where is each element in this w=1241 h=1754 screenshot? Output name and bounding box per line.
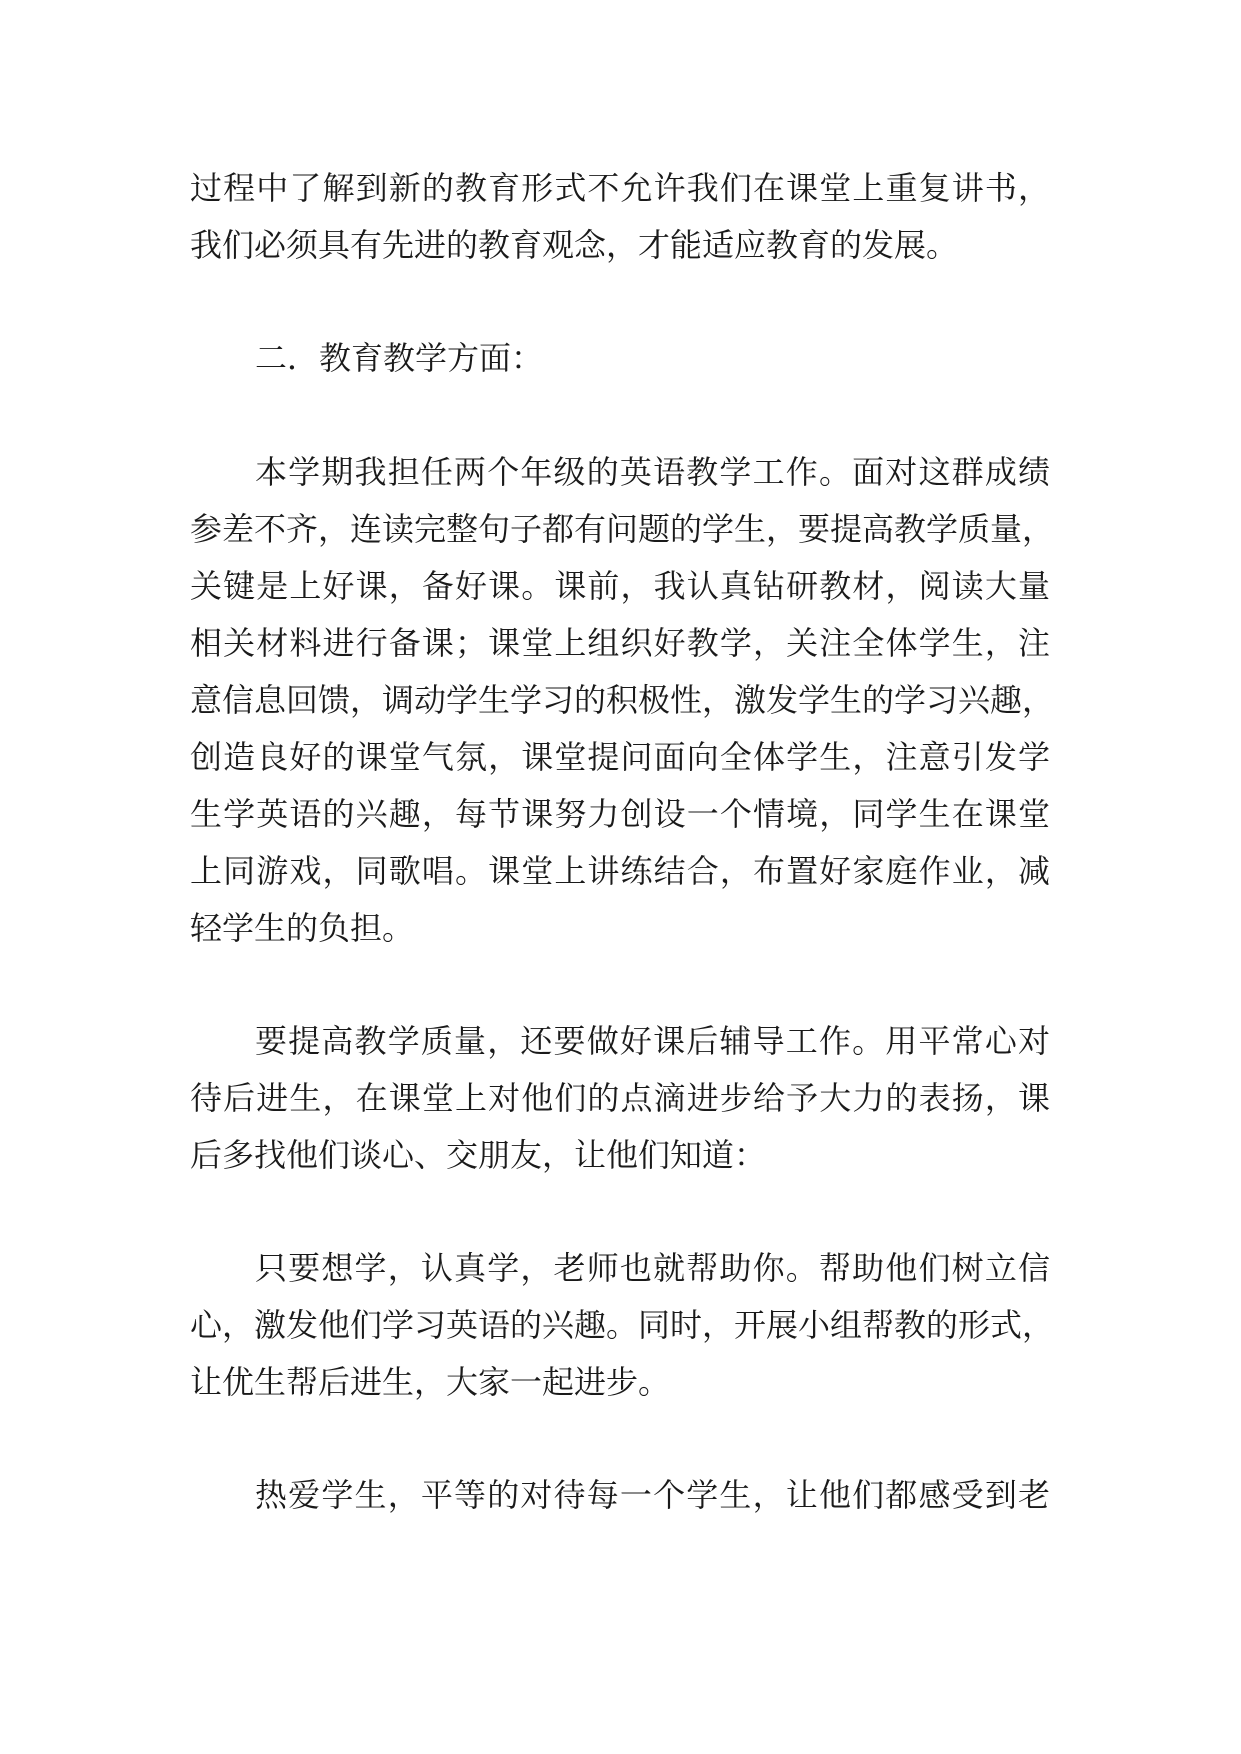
- p3-line-1: 要提高教学质量，还要做好课后辅导工作。用平常心对: [255, 1022, 1050, 1060]
- p4-line-2: 心，激发他们学习英语的兴趣。同时，开展小组帮教的形式，: [190, 1306, 1055, 1344]
- p4-line-3: 让优生帮后进生，大家一起进步。: [190, 1363, 671, 1401]
- p2-line-5: 意信息回馈，调动学生学习的积极性，激发学生的学习兴趣，: [190, 681, 1055, 719]
- p2-line-1: 本学期我担任两个年级的英语教学工作。面对这群成绩: [255, 453, 1050, 491]
- p3-line-2: 待后进生，在课堂上对他们的点滴进步给予大力的表扬，课: [190, 1079, 1050, 1117]
- p2-line-4: 相关材料进行备课；课堂上组织好教学，关注全体学生，注: [190, 624, 1050, 662]
- p2-line-7: 生学英语的兴趣，每节课努力创设一个情境，同学生在课堂: [190, 795, 1050, 833]
- p2-line-3: 关键是上好课，备好课。课前，我认真钻研教材，阅读大量: [190, 567, 1050, 605]
- p5-line-1: 热爱学生，平等的对待每一个学生，让他们都感受到老: [255, 1476, 1050, 1514]
- section-heading: 二．教育教学方面：: [255, 339, 544, 377]
- p2-line-8: 上同游戏，同歌唱。课堂上讲练结合，布置好家庭作业，减: [190, 852, 1050, 890]
- p1-line-2: 我们必须具有先进的教育观念，才能适应教育的发展。: [190, 226, 959, 264]
- p2-line-6: 创造良好的课堂气氛，课堂提问面向全体学生，注意引发学: [190, 738, 1050, 776]
- p4-line-1: 只要想学，认真学，老师也就帮助你。帮助他们树立信: [255, 1249, 1050, 1287]
- p2-line-9: 轻学生的负担。: [190, 909, 415, 947]
- p2-line-2: 参差不齐，连读完整句子都有问题的学生，要提高教学质量，: [190, 510, 1055, 548]
- p1-line-1: 过程中了解到新的教育形式不允许我们在课堂上重复讲书，: [190, 169, 1050, 207]
- p3-line-3: 后多找他们谈心、交朋友，让他们知道：: [190, 1136, 767, 1174]
